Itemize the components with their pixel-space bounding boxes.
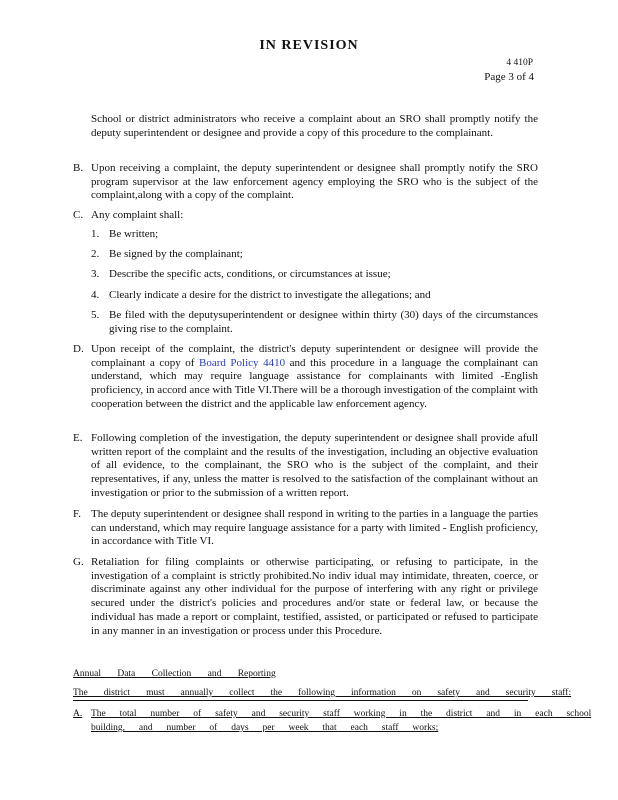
divider-line — [73, 700, 528, 701]
section-e-text: Following completion of the investigation, the deputy superintendent or designee shall provide afull written report of the complaint and the results of the investigation, including an objective evaluation of all evidence, to the complainant, the SRO who is the subject of the complaint, and their representatives, if any, unless the matter is resolved to the satisfaction of the complainant without an investigation or prior to the submission of a written report. — [91, 432, 538, 499]
intro-paragraph: School or district administrators who receive a complaint about an SRO shall promptly notify the deputy superintendent or designee and provide a copy of this procedure to the complainant. — [91, 113, 538, 139]
section-e-label: E. — [73, 432, 83, 444]
procedure-code: 4 410P — [506, 58, 533, 68]
section-c-label: C. — [73, 209, 84, 221]
list-item: Be signed by the complainant; — [109, 248, 243, 260]
annual-a-line2: building, and number of days per week that each staff works; — [91, 723, 439, 733]
list-item-number: 3. — [91, 268, 100, 280]
list-item-number: 2. — [91, 248, 100, 260]
annual-a-label: A. — [73, 709, 83, 719]
section-d-text — [91, 343, 538, 412]
list-item: Describe the specific acts, conditions, or circumstances at issue; — [109, 268, 391, 280]
annual-intro: The district must annually collect the following information on safety and security staff: — [73, 688, 572, 698]
section-f-text: The deputy superintendent or designee shall respond in writing to the parties in a language the parties can understand, which may require language assistance for a party with limited - English proficiency, in accordance with Title VI. — [91, 508, 538, 548]
list-item: Clearly indicate a desire for the district to investigate the allegations; and — [109, 289, 431, 301]
section-b-label: B. — [73, 162, 84, 174]
revision-title: IN REVISION — [259, 38, 359, 53]
list-item-number: 4. — [91, 289, 100, 301]
section-g-label: G. — [73, 556, 84, 568]
list-item: Be filed with the deputysuperintendent or designee within thirty (30) days of the circumstances giving rise to the complaint. — [109, 309, 538, 335]
list-item: Be written; — [109, 228, 159, 240]
section-d-text-start: Upon receipt of the complaint, the district's deputy superintendent or designee will provide the complainant a copy of — [91, 343, 538, 369]
board-policy-link[interactable]: Board Policy 4410 — [199, 356, 286, 369]
annual-heading: Annual Data Collection and Reporting — [73, 669, 276, 679]
annual-a-line1: The total number of safety and security staff working in the district and in each school — [91, 709, 592, 719]
page-number: Page 3 of 4 — [484, 71, 534, 83]
section-d-label: D. — [73, 343, 84, 355]
section-c-text: Any complaint shall: — [91, 209, 184, 221]
section-g-text: Retaliation for filing complaints or otherwise participating, or refusing to participate, in the investigation of a complaint is strictly prohibited.No indiv idual may intimidate, threaten, coerce, or discriminate against any other individual for the purpose of interfering with any right or privilege secured under the district's policies and procedures and/or state or federal law, or because the individual has made a report or complaint, testified, assisted, or participated or refused to participate in any manner in an investigation or process under this Procedure. — [91, 556, 538, 637]
list-item-number: 1. — [91, 228, 100, 240]
section-b-text: Upon receiving a complaint, the deputy superintendent or designee shall promptly notify the SRO program supervisor at the law enforcement agency employing the SRO who is the subject of the complaint,along with a copy of the complaint. — [91, 162, 538, 202]
list-item-number: 5. — [91, 309, 100, 321]
section-f-label: F. — [73, 508, 81, 520]
section-d-text-end: and this procedure in a language the complainant can understand, which may require language assistance for complainants with limited -English proficiency, in accord ance with Title VI.There will be a thorough investigation of the complaint with cooperation between the district and the applicable law enforcement agency. — [91, 356, 538, 410]
